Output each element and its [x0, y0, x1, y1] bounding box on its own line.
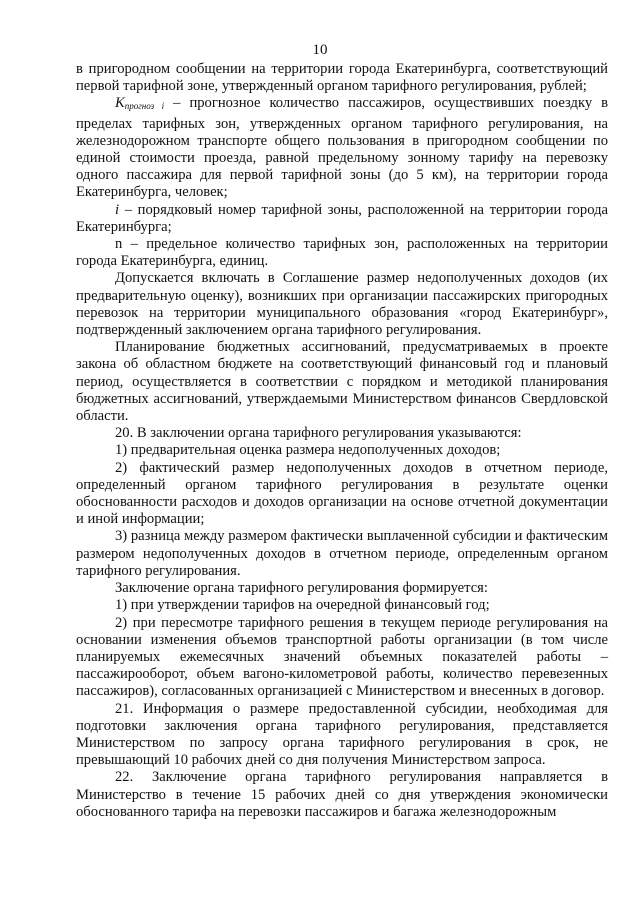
- paragraph-item-21: 21. Информация о размере предоставленной субсидии, необходимая для подготовки заключения органа тарифного регулирования, представляется Министерством по запросу органа тарифного регулирования в срок, не превышающий 10 рабочих дней со дня получения Министерством запроса.: [76, 700, 608, 769]
- paragraph-conclusion-2: 2) при пересмотре тарифного решения в текущем периоде регулирования на основании изменения объемов транспортной работы организации (в том числе планируемых ежемесячных значений объемных показателей работы – пассажирооборот, объем вагоно-километровой работы, количество перевезенных пассажиров), согласованных организацией с Министерством и внесенных в договор.: [76, 614, 608, 700]
- formula-variable-k: $K_{прогноз i}$: [115, 95, 165, 112]
- paragraph-conclusion-formed: Заключение органа тарифного регулирования формируется:: [115, 580, 488, 597]
- paragraph-conclusion-1: 1) при утверждении тарифов на очередной финансовый год;: [115, 597, 490, 614]
- formula-variable-i: i: [115, 201, 120, 218]
- paragraph-i-definition: [76, 202, 608, 236]
- paragraph-n-definition: n – предельное количество тарифных зон, расположенных на территории города Екатеринбурга, единиц.: [76, 236, 608, 270]
- paragraph-item-20-2: 2) фактический размер недополученных доходов в отчетном периоде, определенный органом тарифного регулирования в результате оценки обоснованности расходов и доходов организации на основе отчетной документации и иной информации;: [76, 459, 608, 528]
- paragraph-k-forecast-text: – прогнозное количество пассажиров, осуществивших поездку в пределах тарифных зон, утвержденных органом тарифного регулирования, на железнодорожном транспорте общего пользования в пригородном сообщении по единой стоимости проезда, равной предельному зонному тарифу на перевозку одного пассажира для первой тарифной зоны (до 5 км), на территории города Екатеринбурга, человек;: [76, 95, 608, 201]
- paragraph-continuation: в пригородном сообщении на территории города Екатеринбурга, соответствующий первой тарифной зоне, утвержденный органом тарифного регулирования, рублей;: [76, 61, 608, 95]
- paragraph-budget-planning: Планирование бюджетных ассигнований, предусматриваемых в проекте закона об областном бюджете на соответствующий финансовый год и плановый период, осуществляется в соответствии с порядком и методикой планирования бюджетных ассигнований, утверждаемыми Министерством финансов Свердловской области.: [76, 339, 608, 425]
- page-number: 10: [312, 42, 328, 58]
- formula-subscript: прогноз i: [124, 101, 165, 112]
- paragraph-item-20: 20. В заключении органа тарифного регулирования указываются:: [115, 425, 522, 442]
- paragraph-i-definition-text: – порядковый номер тарифной зоны, расположенной на территории города Екатеринбурга;: [76, 201, 608, 235]
- paragraph-item-22: 22. Заключение органа тарифного регулирования направляется в Министерство в течение 15 рабочих дней со дня утверждения экономически обоснованного тарифа на перевозки пассажиров и багажа железнодорожным: [76, 769, 608, 820]
- document-body: [76, 61, 608, 821]
- paragraph-item-20-3: 3) разница между размером фактически выплаченной субсидии и фактическим размером недополученных доходов в отчетном периоде, определенным органом тарифного регулирования.: [76, 528, 608, 579]
- paragraph-k-forecast: [76, 95, 608, 201]
- paragraph-item-20-1: 1) предварительная оценка размера недополученных доходов;: [115, 442, 501, 459]
- paragraph-agreement: Допускается включать в Соглашение размер недополученных доходов (их предварительную оценку), возникших при организации пассажирских пригородных перевозок на территории муниципального образования «город Екатеринбург», подтвержденный заключением органа тарифного регулирования.: [76, 270, 608, 339]
